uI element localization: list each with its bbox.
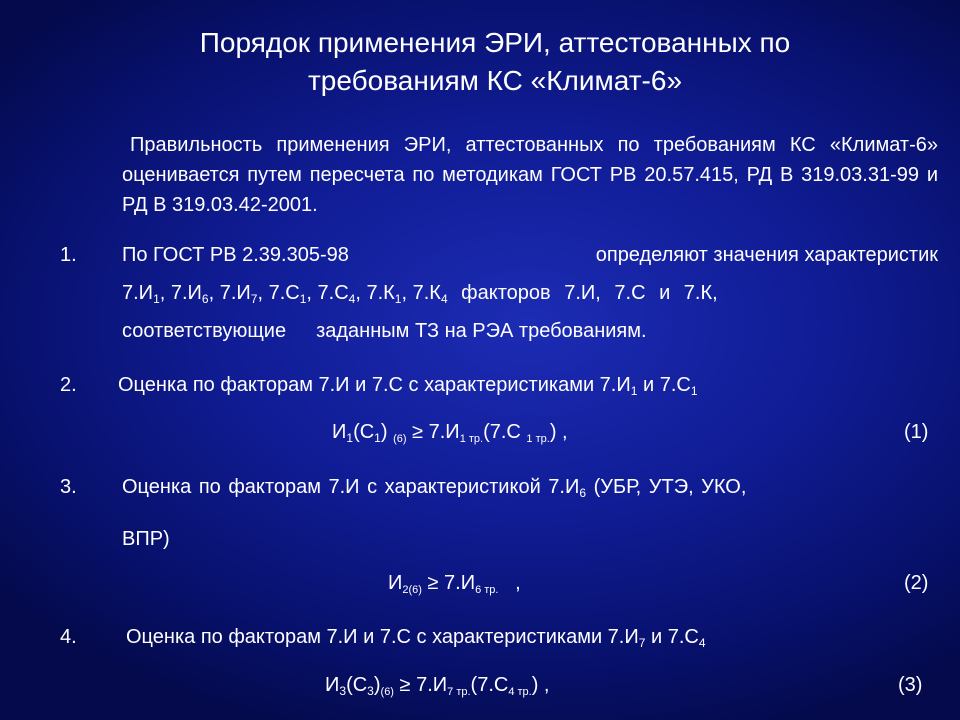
text-part: Оценка по факторам 7.И и 7.С с характеристиками 7.И	[126, 626, 639, 648]
formula-part: )	[380, 421, 394, 443]
formula-part: И	[388, 572, 403, 594]
formula-1	[332, 421, 568, 444]
text-part: Оценка по факторам 7.И и 7.С с характеристиками 7.И	[118, 374, 631, 396]
subscript: (6)	[380, 686, 394, 698]
item-text	[126, 618, 706, 656]
formula-part: ≥ 7.И	[406, 421, 460, 443]
text-part: , 7.И	[208, 282, 251, 304]
subscript: 4	[440, 292, 448, 306]
subscript: 1 тр.	[526, 433, 550, 445]
item-number: 4.	[60, 626, 77, 648]
item-line	[122, 274, 938, 312]
formula-part: (7.С	[470, 674, 509, 696]
subscript: 6	[201, 292, 209, 306]
text-part: , 7.С	[257, 282, 300, 304]
text-part: и 7.С	[637, 374, 691, 396]
item-text: ВПР)	[122, 528, 170, 550]
formula-part: ) ,	[549, 421, 568, 443]
text-part: , 7.К	[401, 282, 441, 304]
formula-part: ) ,	[531, 674, 550, 696]
item-text: По ГОСТ РВ 2.39.305-98	[122, 244, 349, 266]
formula-part: ≥ 7.И	[393, 674, 448, 696]
item-body	[122, 236, 938, 350]
text-part: факторов 7.И, 7.С и 7.К,	[447, 282, 718, 304]
subscript: 1	[374, 431, 381, 445]
subscript: 7 тр.	[447, 686, 471, 698]
list-item-1	[60, 236, 938, 356]
subscript: 1	[630, 384, 638, 398]
text-part: , 7.И	[159, 282, 202, 304]
item-number: 1.	[60, 244, 77, 266]
subscript: 3	[339, 684, 347, 698]
item-number: 3.	[60, 476, 77, 498]
formula-number-3: (3)	[898, 674, 923, 696]
subscript: 3	[367, 684, 374, 698]
text-part: , 7.С	[306, 282, 349, 304]
list-item-3	[60, 468, 938, 548]
title-line-2: требованиям КС «Климат-6»	[307, 65, 683, 96]
formula-part: )	[373, 674, 381, 696]
formula-part: (С	[353, 421, 375, 443]
subscript: 4	[698, 636, 706, 650]
formula-part: И	[332, 421, 347, 443]
text-part: 7.И	[122, 282, 154, 304]
item-text: соответствующие	[122, 320, 287, 342]
formula-part: И	[325, 674, 340, 696]
characteristics-list	[122, 274, 938, 312]
subscript: 1	[153, 292, 160, 306]
slide-title	[140, 24, 850, 100]
item-line	[122, 312, 938, 350]
subscript: 1	[690, 384, 698, 398]
formula-3	[325, 674, 550, 697]
subscript: 7	[250, 292, 258, 306]
subscript: 6	[579, 486, 587, 500]
text-part: (УБР, УТЭ, УКО,	[586, 476, 747, 498]
intro-text: Правильность применения ЭРИ, аттестованных по требованиям КС «Климат-6» оценивается путем пересчета по методикам ГОСТ РВ 20.57.415, РД В 319.03.31-99 и РД В 319.03.42-2001.	[122, 134, 938, 216]
list-item-4	[60, 618, 938, 658]
subscript: 4	[348, 292, 356, 306]
item-number: 2.	[60, 374, 77, 396]
item-text	[118, 366, 698, 404]
text-part: и 7.С	[645, 626, 699, 648]
list-item-2	[60, 366, 938, 406]
formula-part: ≥ 7.И	[421, 572, 476, 594]
subscript: 7	[638, 636, 646, 650]
subscript: (6)	[393, 433, 407, 445]
formula-number-2: (2)	[904, 572, 929, 594]
item-body	[122, 468, 938, 558]
item-text: определяют значения характеристик	[595, 244, 938, 266]
item-text: заданным ТЗ на РЭА требованиям.	[316, 320, 647, 342]
subscript: 2(6)	[402, 584, 422, 596]
intro-paragraph	[122, 130, 938, 220]
formula-2	[388, 572, 521, 595]
subscript: 1	[346, 431, 354, 445]
formula-part: (С	[346, 674, 368, 696]
text-part: , 7.К	[355, 282, 395, 304]
subscript: 1	[394, 292, 402, 306]
subscript: 1 тр.	[459, 433, 484, 445]
subscript: 4 тр.	[508, 686, 532, 698]
formula-number-1: (1)	[904, 421, 929, 443]
item-line	[122, 236, 938, 274]
formula-part: (7.С	[483, 421, 527, 443]
text-part: Оценка по факторам 7.И с характеристикой 7.И	[122, 476, 580, 498]
item-line	[122, 468, 938, 506]
subscript: 6 тр.	[475, 584, 499, 596]
subscript: 1	[299, 292, 307, 306]
formula-part: ,	[498, 572, 521, 594]
title-line-1: Порядок применения ЭРИ, аттестованных по	[199, 27, 791, 58]
